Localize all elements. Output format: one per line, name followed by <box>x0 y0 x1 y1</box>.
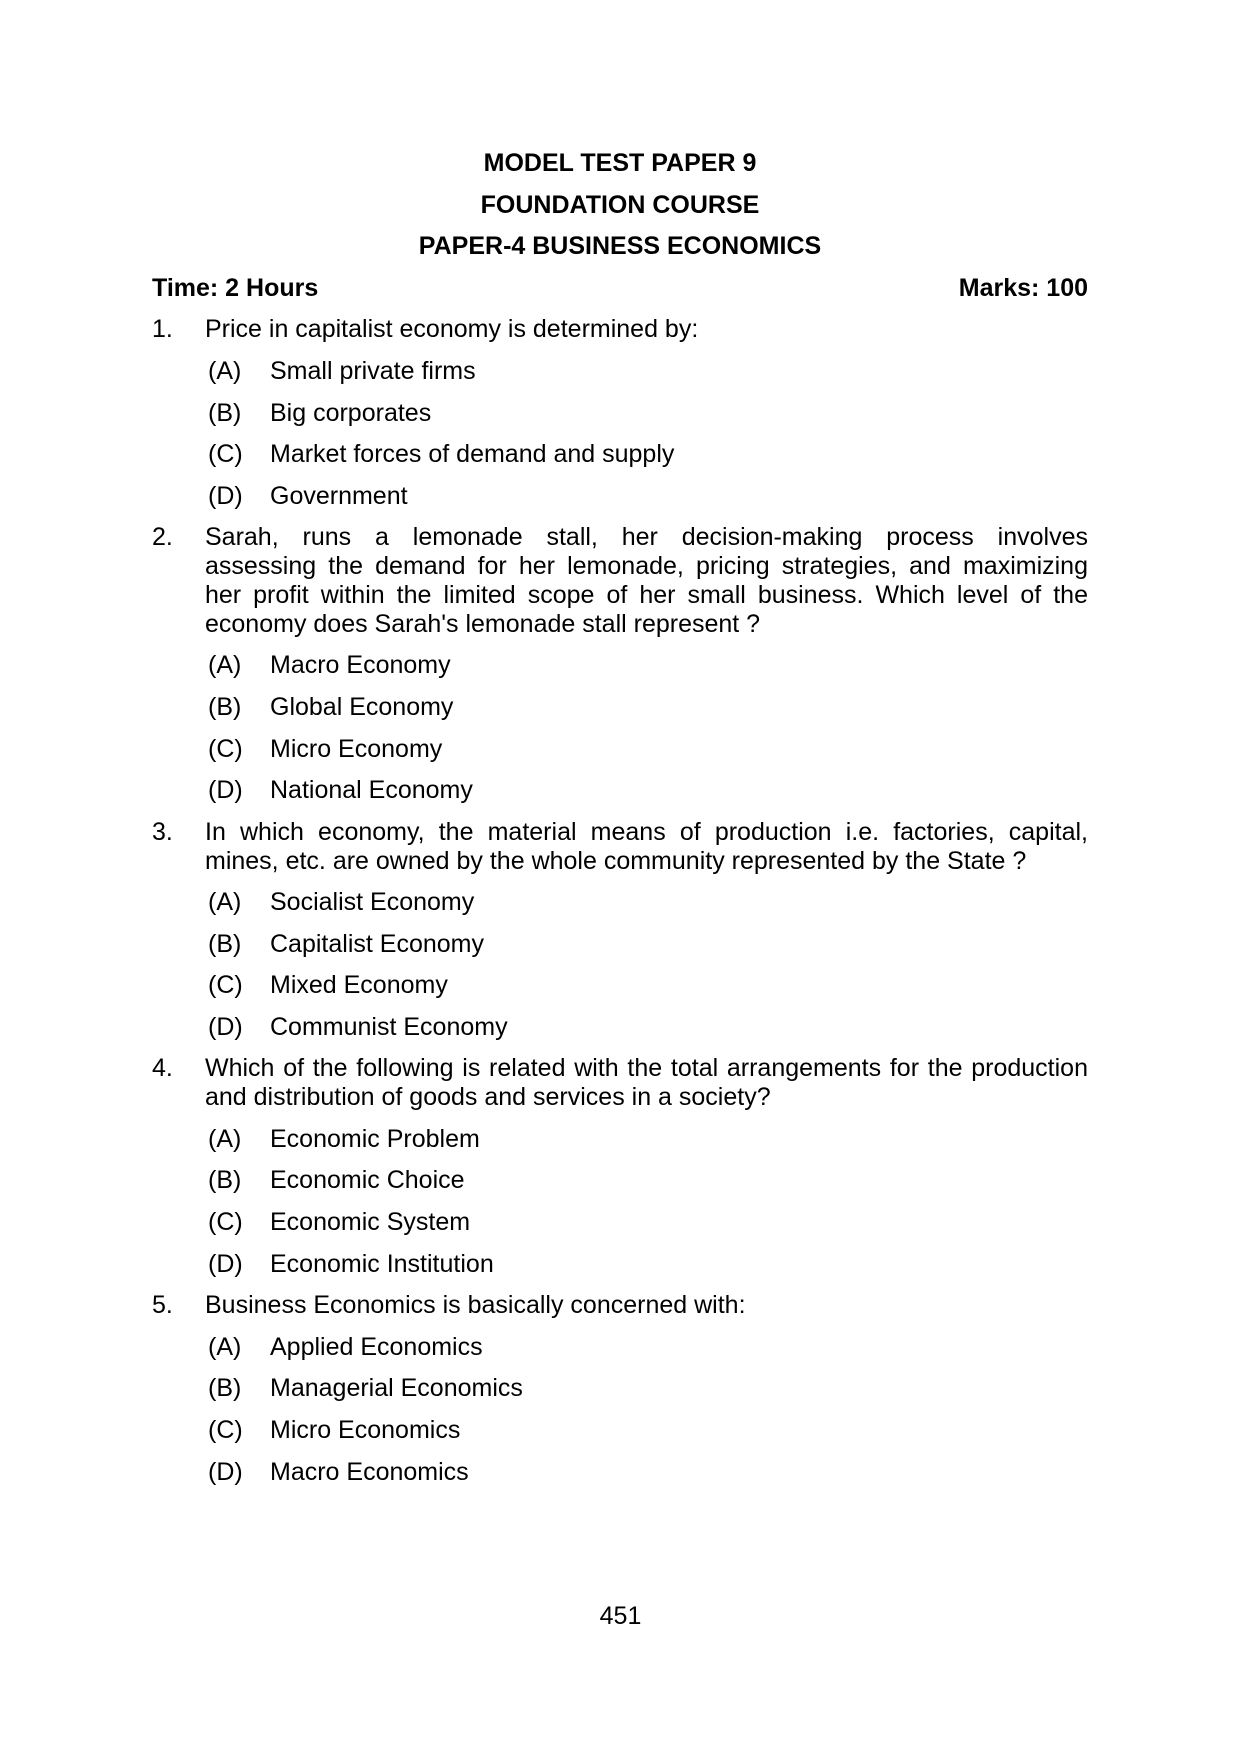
paper-course: FOUNDATION COURSE <box>480 190 760 219</box>
answer-option <box>205 399 1088 428</box>
answer-option <box>205 1458 1088 1487</box>
option-letter: (B) <box>208 1166 242 1195</box>
question-body <box>205 1054 1088 1278</box>
options-list <box>205 1333 1088 1487</box>
option-text: Communist Economy <box>270 1012 508 1041</box>
question-text <box>205 523 1088 638</box>
answer-option <box>205 1125 1088 1154</box>
question-number: 2. <box>152 523 173 552</box>
option-letter: (B) <box>208 692 242 721</box>
option-text: Micro Economy <box>270 734 443 763</box>
option-letter: (A) <box>208 1332 242 1361</box>
question-line: Business Economics is basically concerned with: <box>205 1291 746 1320</box>
question-number: 5. <box>152 1291 173 1320</box>
answer-option <box>205 1208 1088 1237</box>
answer-option <box>205 1013 1088 1042</box>
option-letter: (C) <box>208 1416 243 1445</box>
option-letter: (C) <box>208 734 243 763</box>
question-number: 1. <box>152 315 173 344</box>
option-letter: (D) <box>208 1249 243 1278</box>
question-line: Which of the following is related with the total arrangements for the production <box>205 1054 1088 1083</box>
answer-option <box>205 1416 1088 1445</box>
paper-title: MODEL TEST PAPER 9 <box>483 149 757 177</box>
option-letter: (C) <box>208 440 243 469</box>
answer-option <box>205 1250 1088 1279</box>
option-text: Economic Institution <box>270 1249 494 1278</box>
option-letter: (C) <box>208 971 243 1000</box>
question-line: economy does Sarah's lemonade stall represent ? <box>205 609 761 638</box>
option-letter: (B) <box>208 398 242 427</box>
answer-option <box>205 888 1088 917</box>
question-line: her profit within the limited scope of her small business. Which level of the <box>205 580 1088 609</box>
question-text <box>205 1291 1088 1320</box>
option-text: Micro Economics <box>270 1416 461 1445</box>
question-line: Price in capitalist economy is determined by: <box>205 315 699 344</box>
option-letter: (A) <box>208 1124 242 1153</box>
question-text <box>205 315 1088 344</box>
question-body <box>205 315 1088 510</box>
answer-option <box>205 482 1088 511</box>
answer-option <box>205 651 1088 680</box>
question <box>152 1054 1088 1278</box>
option-letter: (D) <box>208 776 243 805</box>
answer-option <box>205 1374 1088 1403</box>
options-list <box>205 651 1088 805</box>
option-letter: (C) <box>208 1208 243 1237</box>
option-text: Macro Economy <box>270 651 451 680</box>
option-text: Big corporates <box>270 398 432 427</box>
option-text: Global Economy <box>270 692 454 721</box>
answer-option <box>205 1333 1088 1362</box>
options-list <box>205 357 1088 511</box>
option-letter: (D) <box>208 1457 243 1486</box>
option-text: Managerial Economics <box>270 1374 523 1403</box>
answer-option <box>205 776 1088 805</box>
question-text <box>205 1054 1088 1112</box>
option-text: Market forces of demand and supply <box>270 440 675 469</box>
question-line: mines, etc. are owned by the whole community represented by the State ? <box>205 846 1027 875</box>
option-letter: (B) <box>208 1374 242 1403</box>
paper-header <box>152 149 1088 261</box>
time-label: Time: 2 Hours <box>152 273 319 302</box>
option-text: Small private firms <box>270 356 476 385</box>
paper-subject: PAPER-4 BUSINESS ECONOMICS <box>418 232 822 261</box>
option-text: Socialist Economy <box>270 888 475 917</box>
option-letter: (D) <box>208 1012 243 1041</box>
option-text: Mixed Economy <box>270 971 448 1000</box>
option-text: Government <box>270 481 408 510</box>
answer-option <box>205 971 1088 1000</box>
option-letter: (A) <box>208 356 242 385</box>
option-text: National Economy <box>270 776 473 805</box>
option-letter: (A) <box>208 888 242 917</box>
time-marks-row <box>152 274 1088 303</box>
option-letter: (B) <box>208 929 242 958</box>
question-number: 3. <box>152 817 173 846</box>
option-text: Economic Choice <box>270 1166 465 1195</box>
question-line: In which economy, the material means of production i.e. factories, capital, <box>205 817 1088 846</box>
option-text: Capitalist Economy <box>270 929 484 958</box>
questions-list <box>152 315 1088 1486</box>
question-line: Sarah, runs a lemonade stall, her decision-making process involves <box>205 523 1088 552</box>
option-letter: (A) <box>208 651 242 680</box>
question <box>152 1291 1088 1486</box>
marks-label: Marks: 100 <box>958 273 1088 302</box>
option-text: Applied Economics <box>270 1332 483 1361</box>
question-text <box>205 818 1088 876</box>
answer-option <box>205 693 1088 722</box>
options-list <box>205 888 1088 1042</box>
question <box>152 818 1088 1042</box>
question-body <box>205 523 1088 805</box>
question-body <box>205 818 1088 1042</box>
question-body <box>205 1291 1088 1486</box>
question-number: 4. <box>152 1054 173 1083</box>
page-number: 451 <box>599 1602 642 1630</box>
options-list <box>205 1125 1088 1279</box>
option-letter: (D) <box>208 481 243 510</box>
answer-option <box>205 440 1088 469</box>
option-text: Economic Problem <box>270 1124 480 1153</box>
answer-option <box>205 1166 1088 1195</box>
answer-option <box>205 735 1088 764</box>
option-text: Macro Economics <box>270 1457 469 1486</box>
question <box>152 315 1088 510</box>
question-line: assessing the demand for her lemonade, pricing strategies, and maximizing <box>205 552 1088 581</box>
answer-option <box>205 357 1088 386</box>
option-text: Economic System <box>270 1208 471 1237</box>
question <box>152 523 1088 805</box>
question-line: and distribution of goods and services in a society? <box>205 1083 771 1112</box>
answer-option <box>205 930 1088 959</box>
